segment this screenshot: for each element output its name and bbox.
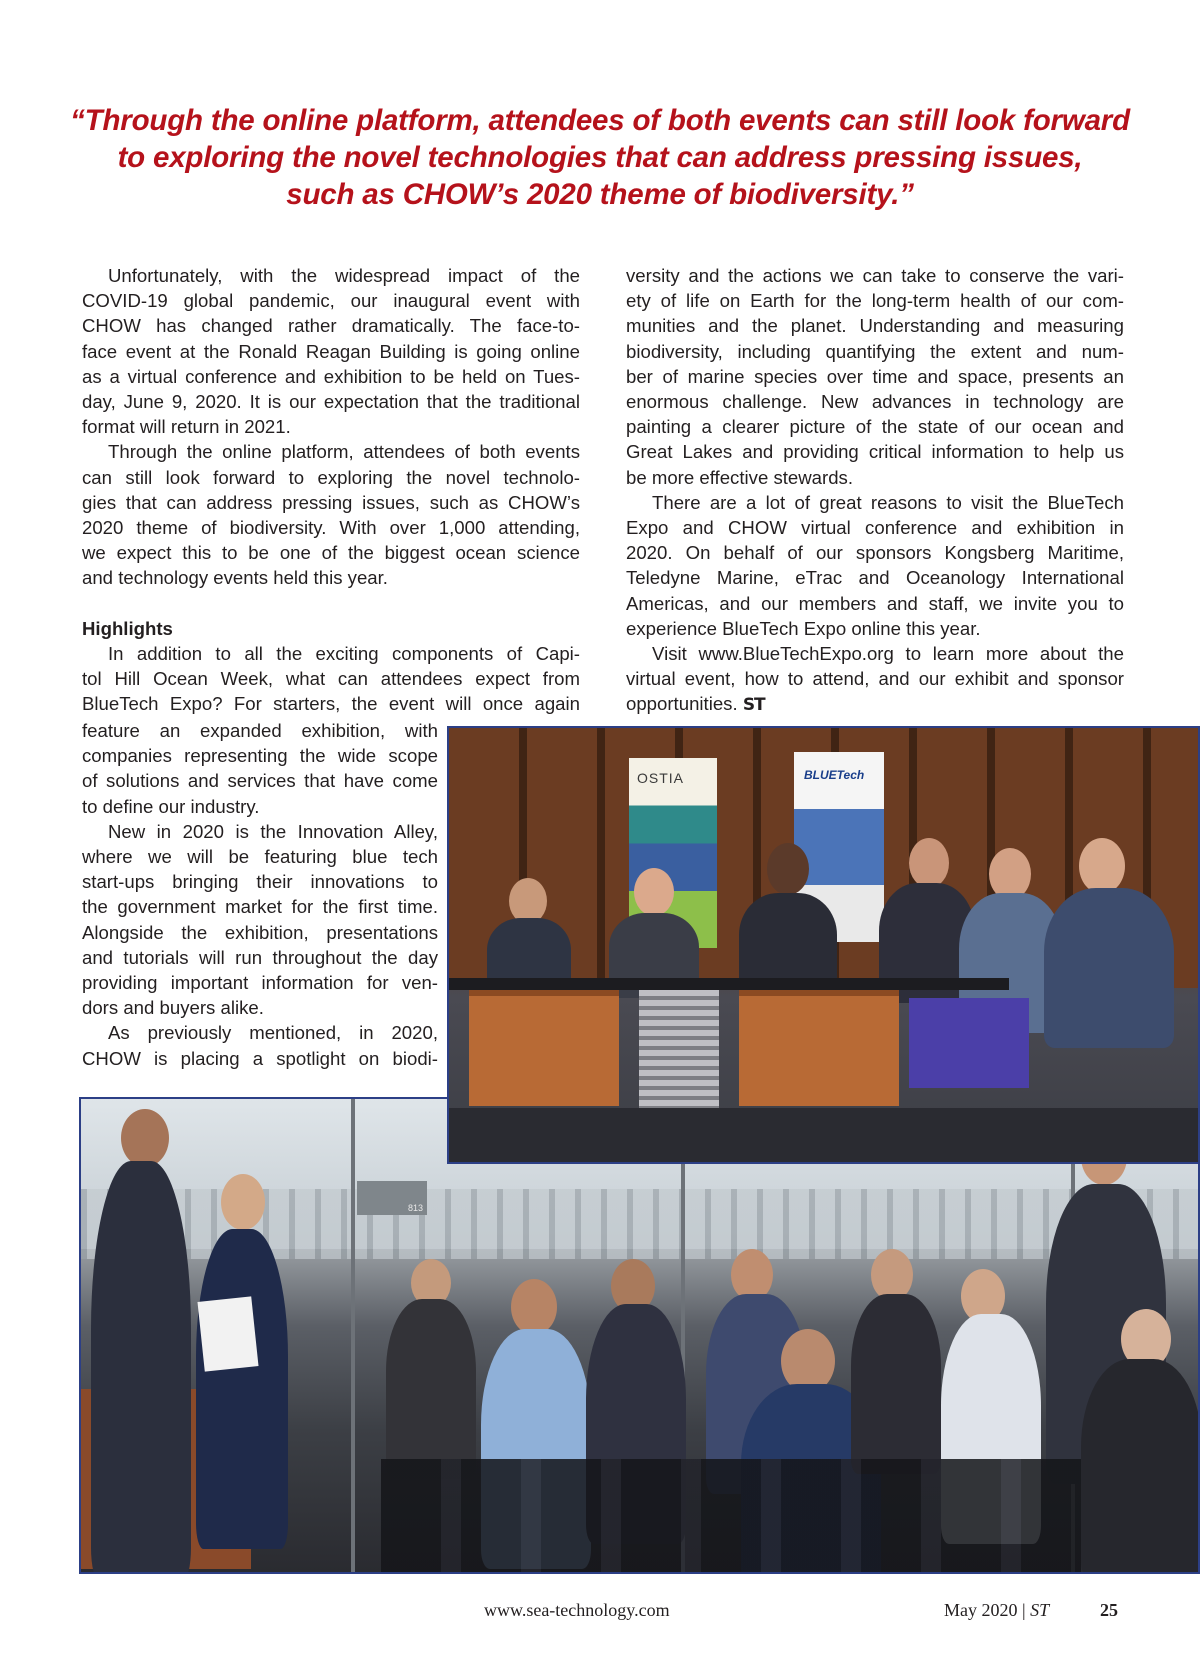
text-line: start-ups bringing their innovations to — [82, 871, 438, 893]
text-line: 2020. On behalf of our sponsors Kongsberg Maritime, — [626, 542, 1124, 564]
text-line: New in 2020 is the Innovation Alley, — [108, 820, 438, 842]
text-line: format will return in 2021. — [82, 416, 291, 438]
text-line: virtual event, how to attend, and our exhibit and sponsor — [626, 668, 1124, 690]
text-line: enormous challenge. New advances in technology are — [626, 391, 1124, 413]
text-line: where we will be featuring blue tech — [82, 846, 438, 868]
pull-quote — [60, 102, 1140, 213]
presenter-head — [121, 1109, 169, 1167]
footer-issue — [944, 1600, 1049, 1621]
footer-url: www.sea-technology.com — [484, 1600, 670, 1620]
left-column-wrap — [82, 718, 438, 1071]
text-line: CHOW has changed rather dramatically. The face-to- — [82, 315, 580, 337]
text-line: BlueTech Expo? For starters, the event will once again — [82, 693, 580, 715]
text-line: tol Hill Ocean Week, what can attendees expect from — [82, 668, 580, 690]
paragraph — [626, 641, 1124, 719]
text-line: face event at the Ronald Reagan Building is going online — [82, 340, 580, 362]
paragraph — [82, 263, 580, 439]
end-mark: ST — [742, 695, 765, 716]
table-front — [739, 990, 899, 1106]
text-line: biodiversity, including quantifying the extent and num- — [626, 340, 1124, 362]
paragraph — [82, 641, 580, 717]
attendee-body — [1081, 1359, 1200, 1574]
chair — [909, 998, 1029, 1088]
paper — [197, 1296, 258, 1371]
text-line: and tutorials will run throughout the day — [82, 946, 438, 968]
text-fragment: opportunities. — [626, 693, 738, 715]
paragraph — [82, 819, 438, 1021]
footer-date: May 2020 | — [944, 1600, 1026, 1620]
banner-text: OSTIA — [637, 770, 685, 786]
text-line: to define our industry. — [82, 795, 260, 817]
text-line: Visit www.BlueTechExpo.org to learn more about the — [652, 643, 1124, 665]
text-line: ber of marine species over time and space, presents an — [626, 365, 1124, 387]
attendee-body — [386, 1299, 476, 1479]
text-line: providing important information for ven- — [82, 972, 438, 994]
paragraph — [82, 439, 580, 590]
text-line: COVID-19 global pandemic, our inaugural event with — [82, 290, 580, 312]
text-line: Through the online platform, attendees of both events — [108, 441, 580, 463]
page-footer — [0, 1600, 1200, 1624]
text-line: we expect this to be one of the biggest ocean science — [82, 542, 580, 564]
panel-photo — [447, 726, 1200, 1164]
audience-photo — [79, 1097, 1200, 1574]
table-top — [449, 978, 1009, 990]
text-line: painting a clearer picture of the state of our ocean and — [626, 416, 1124, 438]
paragraph — [82, 1020, 438, 1070]
text-line: munities and the planet. Understanding and measuring — [626, 315, 1124, 337]
left-column — [82, 263, 580, 716]
text-line: dors and buyers alike. — [82, 997, 264, 1019]
text-line: Alongside the exhibition, presentations — [82, 921, 438, 943]
panelist-head — [634, 868, 674, 916]
speaker-body — [196, 1229, 288, 1549]
paragraph — [82, 718, 438, 819]
presenter-body — [91, 1161, 191, 1574]
text-line: as a virtual conference and exhibition to be held on Tues- — [82, 365, 580, 387]
text-line: Unfortunately, with the widespread impact of the — [108, 265, 580, 286]
attendee-body — [851, 1294, 941, 1474]
text-line: can still look forward to exploring the novel technolo- — [82, 466, 580, 488]
pull-quote-line: to exploring the novel technologies that can address pressing issues, — [117, 141, 1083, 174]
text-line: 2020 theme of biodiversity. With over 1,000 attending, — [82, 517, 580, 539]
text-line: Teledyne Marine, eTrac and Oceanology International — [626, 567, 1124, 589]
text-line: feature an expanded exhibition, with — [82, 720, 438, 741]
room-sign — [357, 1181, 427, 1215]
text-line: companies representing the wide scope — [82, 745, 438, 767]
text-line: In addition to all the exciting components of Capi- — [108, 642, 580, 664]
floor — [449, 1108, 1200, 1164]
chair-row — [381, 1459, 1081, 1574]
text-line: There are a lot of great reasons to visit the BlueTech — [652, 491, 1124, 513]
text-line: Expo and CHOW virtual conference and exhibition in — [626, 517, 1124, 539]
room-number: 813 — [407, 1203, 423, 1213]
footer-publication: ST — [1030, 1600, 1050, 1620]
speaker-head — [221, 1174, 265, 1230]
text-line: day, June 9, 2020. It is our expectation that the traditional — [82, 391, 580, 413]
text-line: gies that can address pressing issues, such as CHOW’s — [82, 491, 580, 513]
section-heading: Highlights — [82, 617, 173, 639]
text-line: the government market for the first time. — [82, 896, 438, 918]
text-line: of solutions and services that have come — [82, 770, 438, 792]
panelist-head — [909, 838, 949, 888]
pull-quote-line: such as CHOW’s 2020 theme of biodiversity.” — [286, 178, 914, 211]
window-mullion — [351, 1099, 355, 1574]
page-number: 25 — [1100, 1600, 1118, 1620]
text-line: and technology events held this year. — [82, 567, 388, 589]
panelist-body — [1044, 888, 1174, 1048]
panelist-head — [767, 843, 809, 895]
panelist-head — [1079, 838, 1125, 894]
attendee-head — [511, 1279, 557, 1335]
text-line: Americas, and our members and staff, we invite you to — [626, 592, 1124, 614]
paragraph — [626, 490, 1124, 641]
table-vent — [639, 990, 719, 1110]
text-line: ety of life on Earth for the long-term health of our com- — [626, 290, 1124, 312]
paragraph — [626, 263, 1124, 490]
text-line: be more effective stewards. — [626, 466, 854, 488]
right-column — [626, 263, 1124, 719]
text-line: CHOW is placing a spotlight on biodi- — [82, 1047, 438, 1069]
text-line: experience BlueTech Expo online this year. — [626, 617, 981, 639]
banner-text: BLUETech — [804, 768, 865, 782]
text-line — [626, 691, 1124, 718]
text-line: Great Lakes and providing critical information to help us — [626, 441, 1124, 463]
pull-quote-line: “Through the online platform, attendees of both events can still look forward — [70, 104, 1130, 137]
text-line: As previously mentioned, in 2020, — [108, 1022, 438, 1044]
table-front — [469, 990, 619, 1106]
text-line: versity and the actions we can take to conserve the vari- — [626, 265, 1124, 286]
